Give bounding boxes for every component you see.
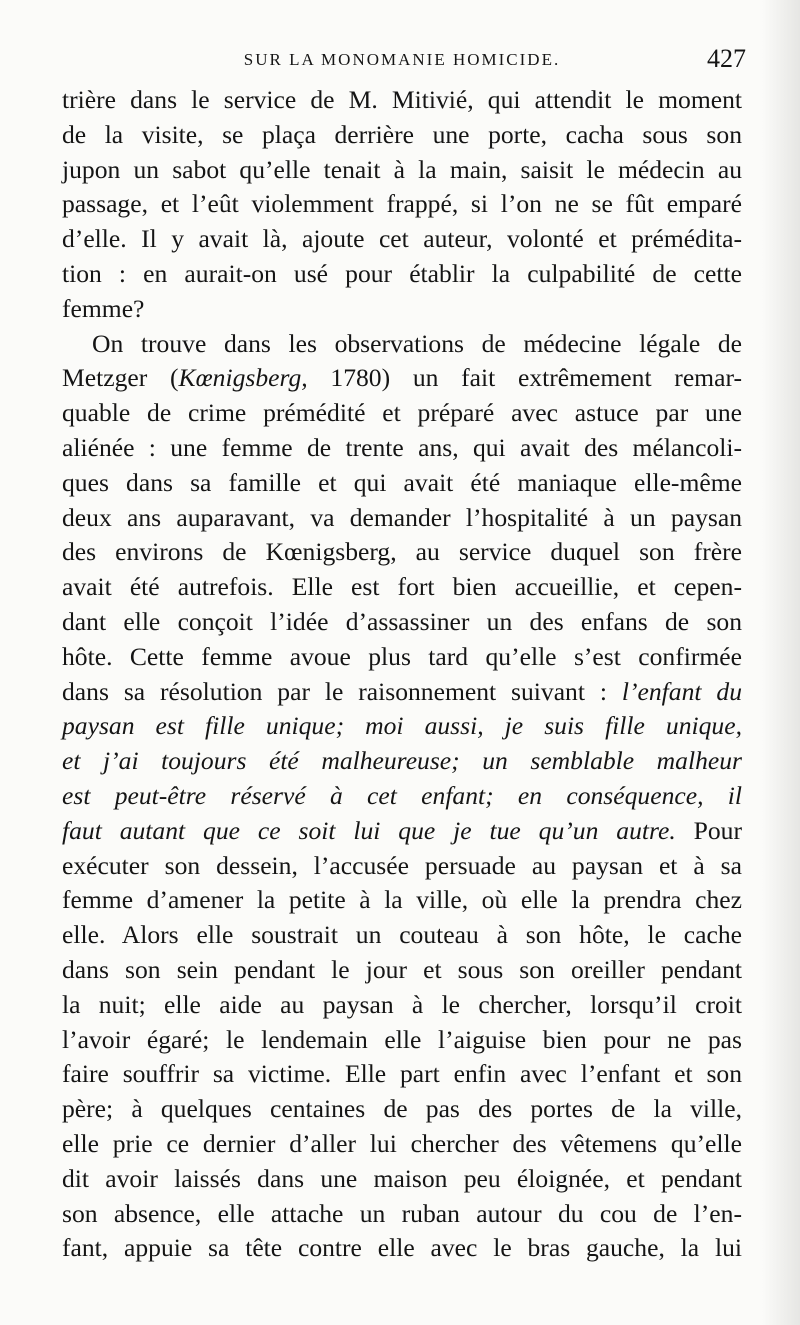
text-line xyxy=(62,675,742,710)
page-edge-shadow xyxy=(762,0,800,1325)
text-line: elle. Alors elle soustrait un couteau à son hôte, le cache xyxy=(62,920,742,950)
text-line: elle prie ce dernier d’aller lui chercher des vêtemens qu’elle xyxy=(62,1128,742,1158)
text-line: des environs de Kœnigsberg, au service duquel son frère xyxy=(62,537,742,567)
text-line: avait été autrefois. Elle est fort bien accueillie, et cepen- xyxy=(62,572,742,602)
text-line: dant elle conçoit l’idée d’assassiner un des enfans de son xyxy=(62,606,742,636)
text-line xyxy=(62,361,742,396)
text-segment: Metzger ( xyxy=(62,363,179,393)
text-line: dans son sein pendant le jour et sous son oreiller pendant xyxy=(62,954,742,984)
text-line: ques dans sa famille et qui avait été maniaque elle-même xyxy=(62,467,742,497)
text-line: tion : en aurait-on usé pour établir la culpabilité de cette xyxy=(62,258,742,288)
text-line: et j’ai toujours été malheureuse; un semblable malheur xyxy=(62,746,742,776)
text-line: aliénée : une femme de trente ans, qui avait des mélancoli- xyxy=(62,432,742,462)
text-line: fant, appuie sa tête contre elle avec le bras gauche, la lui xyxy=(62,1233,742,1263)
text-line: quable de crime prémédité et préparé avec astuce par une xyxy=(62,398,742,428)
text-line: l’avoir égaré; le lendemain elle l’aiguise bien pour ne pas xyxy=(62,1024,742,1054)
italic-segment: Kœnigsberg, xyxy=(178,363,308,393)
text-segment: 1780) un fait extrêmement remar- xyxy=(307,363,742,393)
text-line: jupon un sabot qu’elle tenait à la main, saisit le médecin au xyxy=(62,154,742,184)
text-line: deux ans auparavant, va demander l’hospitalité à un paysan xyxy=(62,502,742,532)
text-line: est peut-être réservé à cet enfant; en conséquence, il xyxy=(62,780,742,810)
body-text xyxy=(62,83,742,1266)
italic-segment: l’enfant du xyxy=(621,676,742,706)
text-line: On trouve dans les observations de médecine légale de xyxy=(92,328,742,358)
italic-segment: faut autant que ce soit lui que je tue qu’un autre. xyxy=(62,815,676,845)
text-line: hôte. Cette femme avoue plus tard qu’elle s’est confirmée xyxy=(62,641,742,671)
text-segment: Pour xyxy=(675,815,742,845)
text-line: père; à quelques centaines de pas des portes de la ville, xyxy=(62,1094,742,1124)
text-line: d’elle. Il y avait là, ajoute cet auteur, volonté et prémédita- xyxy=(62,224,742,254)
text-line: exécuter son dessein, l’accusée persuade au paysan et à sa xyxy=(62,850,742,880)
text-line: femme d’amener la petite à la ville, où elle la prendra chez xyxy=(62,885,742,915)
text-line xyxy=(62,814,742,849)
text-line: trière dans le service de M. Mitivié, qui attendit le moment xyxy=(62,85,742,114)
text-line: son absence, elle attache un ruban autour du cou de l’en- xyxy=(62,1198,742,1228)
text-line: femme? xyxy=(62,293,145,323)
page-number: 427 xyxy=(707,44,746,73)
text-line: faire souffrir sa victime. Elle part enfin avec l’enfant et son xyxy=(62,1059,742,1089)
text-line: passage, et l’eût violemment frappé, si l’on ne se fût emparé xyxy=(62,189,742,219)
running-title: SUR LA MONOMANIE HOMICIDE. xyxy=(243,50,561,69)
text-line: de la visite, se plaça derrière une porte, cacha sous son xyxy=(62,119,742,149)
text-line: la nuit; elle aide au paysan à le chercher, lorsqu’il croit xyxy=(62,989,742,1019)
text-line: paysan est fille unique; moi aussi, je suis fille unique, xyxy=(62,711,742,741)
page-header xyxy=(62,44,746,78)
text-line: dit avoir laissés dans une maison peu éloignée, et pendant xyxy=(62,1163,742,1193)
text-segment: dans sa résolution par le raisonnement suivant : xyxy=(62,676,622,706)
